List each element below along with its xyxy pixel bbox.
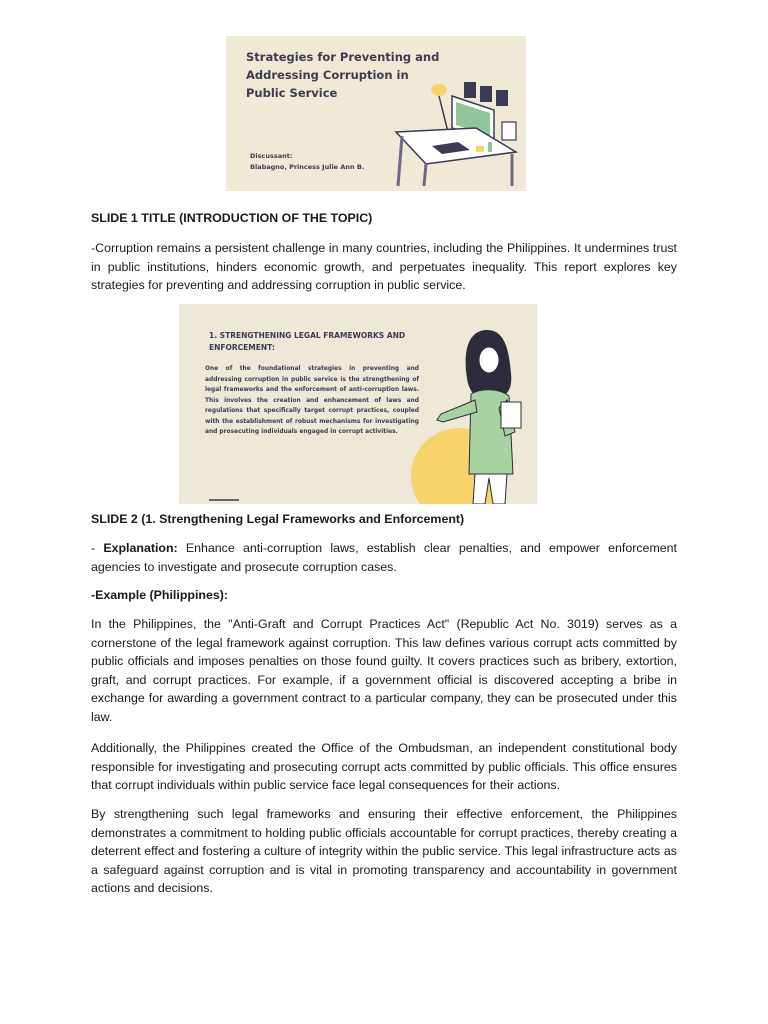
slide1-heading: SLIDE 1 TITLE (INTRODUCTION OF THE TOPIC) [91,211,373,225]
intro-paragraph: -Corruption remains a persistent challenge in many countries, including the Philippines. It undermines trust in public institutions, hinders economic growth, and perpetuates inequality. This report explores key strategies for preventing and addressing corruption in public service. [91,241,677,293]
discussant-label: Discussant: [250,152,293,160]
explanation-text: Enhance anti-corruption laws, establish clear penalties, and empower enforcement agencies to investigate and prosecute corruption cases. [91,541,677,574]
slide2-body: One of the foundational strategies in preventing and addressing corruption in public service is the strengthening of legal frameworks and the enforcement of anti-corruption laws. This involves the creation and enhancement of laws and regulations that specifically target corrupt practices, coupled with the establishment of robust mechanisms for investigating and prosecuting individuals engaged in corrupt activities. [205,366,419,435]
example-heading: -Example (Philippines): [91,588,229,602]
explanation-paragraph [91,539,677,576]
slide2-image [179,304,537,504]
slide2-title: 1. STRENGTHENING LEGAL FRAMEWORKS AND ENFORCEMENT: [209,331,406,352]
slide1-discussant [250,151,430,173]
body-paragraph: Additionally, the Philippines created the Office of the Ombudsman, an independent constitutional body responsible for investigating and prosecuting corrupt acts committed by public officials. This office ensures that corrupt individuals within public service face legal consequences for their actions. [91,741,677,793]
slide1-title: Strategies for Preventing and Addressing Corruption in Public Service [246,50,440,100]
explanation-label: Explanation: [103,541,178,555]
body-paragraph: By strengthening such legal frameworks and ensuring their effective enforcement, the Philippines demonstrates a commitment to holding public officials accountable for corrupt practices, thereby creating a deterrent effect and fostering a culture of integrity within the public service. This legal infrastructure acts as a safeguard against corruption and is vital in promoting transparency and accountability in government actions and decisions. [91,807,677,896]
discussant-name: Blabagno, Princess Julie Ann B. [250,163,365,171]
slide1-image [226,36,526,191]
explanation-prefix: - [91,541,104,555]
slide2-heading: SLIDE 2 (1. Strengthening Legal Frameworks and Enforcement) [91,512,465,526]
body-paragraph: In the Philippines, the "Anti-Graft and Corrupt Practices Act" (Republic Act No. 3019) serves as a cornerstone of the legal framework against corruption. This law defines various corrupt acts committed by public officials and imposes penalties on those found guilty. It covers practices such as bribery, extortion, graft, and corrupt practices. For example, if a government official is discovered accepting a bribe in exchange for awarding a government contract to a particular company, they can be prosecuted under this law. [91,617,677,724]
